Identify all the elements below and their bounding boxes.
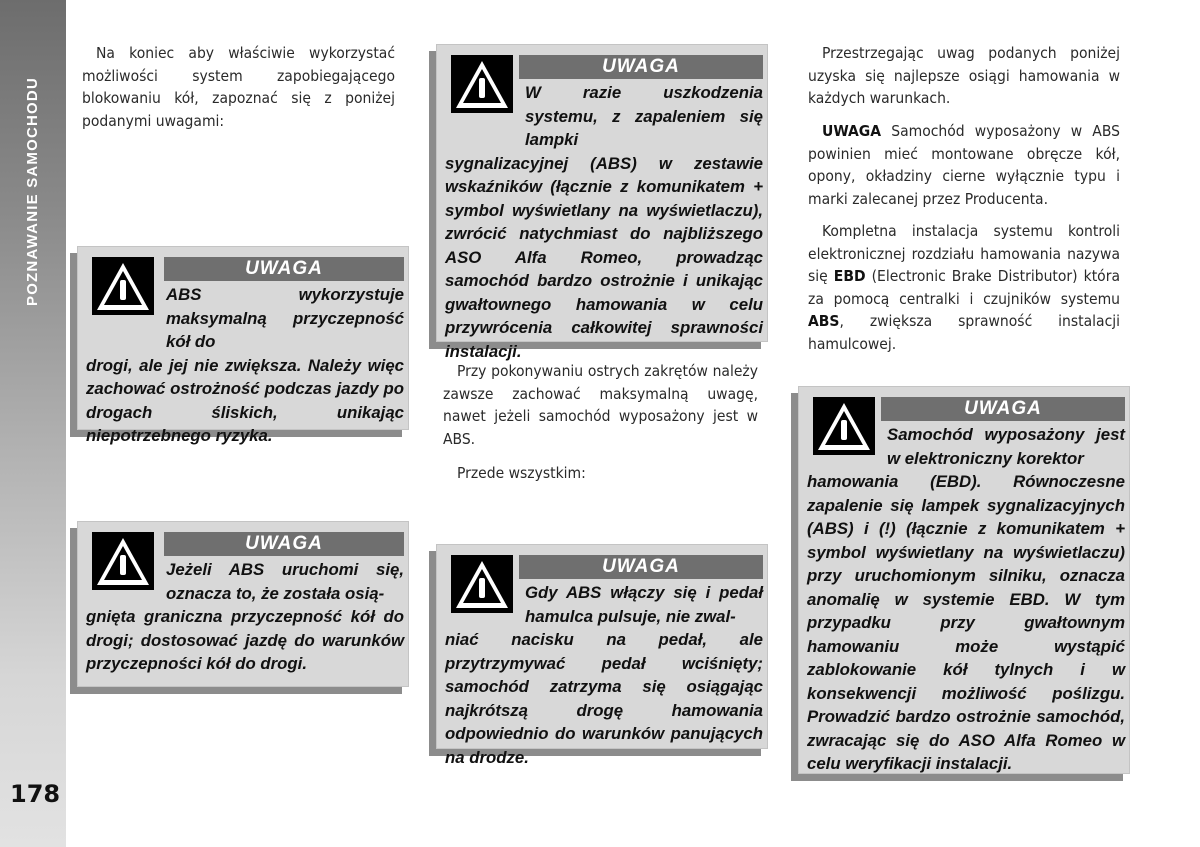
best-performance-paragraph: Przestrzegając uwag podanych poniżej uzyska się najlepsze osiągi hamowania w każdych warunkach.	[808, 44, 1120, 107]
warning-text: ABS wykorzystuje maksymalną przyczepność kół do drogi, ale jej nie zwiększa. Należy więc zachować ostrożność podczas jazdy po drogach śliskich, unikając niepotrzebnego ryzyka.	[86, 285, 404, 445]
warning-box-abs-grip	[77, 246, 409, 445]
warning-text: Samochód wyposażony jest w elektroniczny korektor hamowania (EBD). Równoczesne zapalenie się lampek sygnalizacyjnych (ABS) i (!) (łącznie z komunikatem + symbol wyświetlany na wyświetlaczu) przy uruchomionym silniku, oznacza anomalię w systemie EBD. W tym przypadku przy gwałtownym hamowaniu może wystąpić zablokowanie kół tylnych i w konsekwencji możliwość poślizgu. Prowadzić bardzo ostrożnie samochód, zwracając się do ASO Alfa Romeo w celu weryfikacji instalacji.	[807, 425, 1125, 773]
warning-heading: UWAGA	[881, 397, 1125, 421]
warning-heading: UWAGA	[164, 532, 404, 556]
warning-box-abs-activates	[77, 521, 409, 687]
section-title: POZNAWANIE SAMOCHODU	[23, 77, 41, 307]
intro-paragraph: Na koniec aby właściwie wykorzystać możliwości system zapobiegającego blokowaniu kół, zapoznać się z poniżej podanymi uwagami:	[82, 44, 395, 130]
tyres-paragraph: UWAGA Samochód wyposażony w ABS powinien mieć montowane obręcze kół, opony, okładziny cierne wyłącznie typu i marki zalecanej przez Producenta.	[808, 122, 1120, 208]
first-of-all-paragraph: Przede wszystkim:	[457, 464, 586, 482]
warning-box-pedal-pulse	[436, 544, 768, 767]
warning-text: Gdy ABS włączy się i pedał hamulca pulsuje, nie zwal- niać nacisku na pedał, ale przytrzymywać pedał wciśnięty; samochód zatrzyma się osiągając najkrótszą drogę hamowania odpowiednio do warunków panujących na drodze.	[445, 583, 763, 767]
warning-heading: UWAGA	[519, 55, 763, 79]
warning-heading: UWAGA	[519, 555, 763, 579]
warning-text: Jeżeli ABS uruchomi się, oznacza to, że została osią- gnięta graniczna przyczepność kół do drogi; dostosować jazdę do warunków przyczepności kół do drogi.	[86, 560, 404, 673]
ebd-paragraph: Kompletna instalacja systemu kontroli elektronicznej rozdziału hamowania nazywa się EBD (Electronic Brake Distributor) która za pomocą centralki i czujników systemu ABS, zwiększa sprawność instalacji hamulcowej.	[808, 222, 1120, 353]
warning-box-ebd	[798, 386, 1130, 774]
warning-box-system-failure	[436, 44, 768, 361]
warning-heading: UWAGA	[164, 257, 404, 281]
curves-paragraph: Przy pokonywaniu ostrych zakrętów należy zawsze zachować maksymalną uwagę, nawet jeżeli samochód wyposażony jest w ABS.	[443, 362, 758, 448]
sidebar	[0, 0, 66, 847]
page-number: 178	[10, 780, 61, 808]
warning-text: W razie uszkodzenia systemu, z zapaleniem się lampki sygnalizacyjnej (ABS) w zestawie wskaźników (łącznie z komunikatem + symbol wyświetlany na wyświetlaczu), zwrócić natychmiast do najbliższego ASO Alfa Romeo, prowadząc samochód bardzo ostrożnie i unikając gwałtownego hamowania w celu przywrócenia całkowitej sprawności instalacji.	[445, 83, 763, 361]
